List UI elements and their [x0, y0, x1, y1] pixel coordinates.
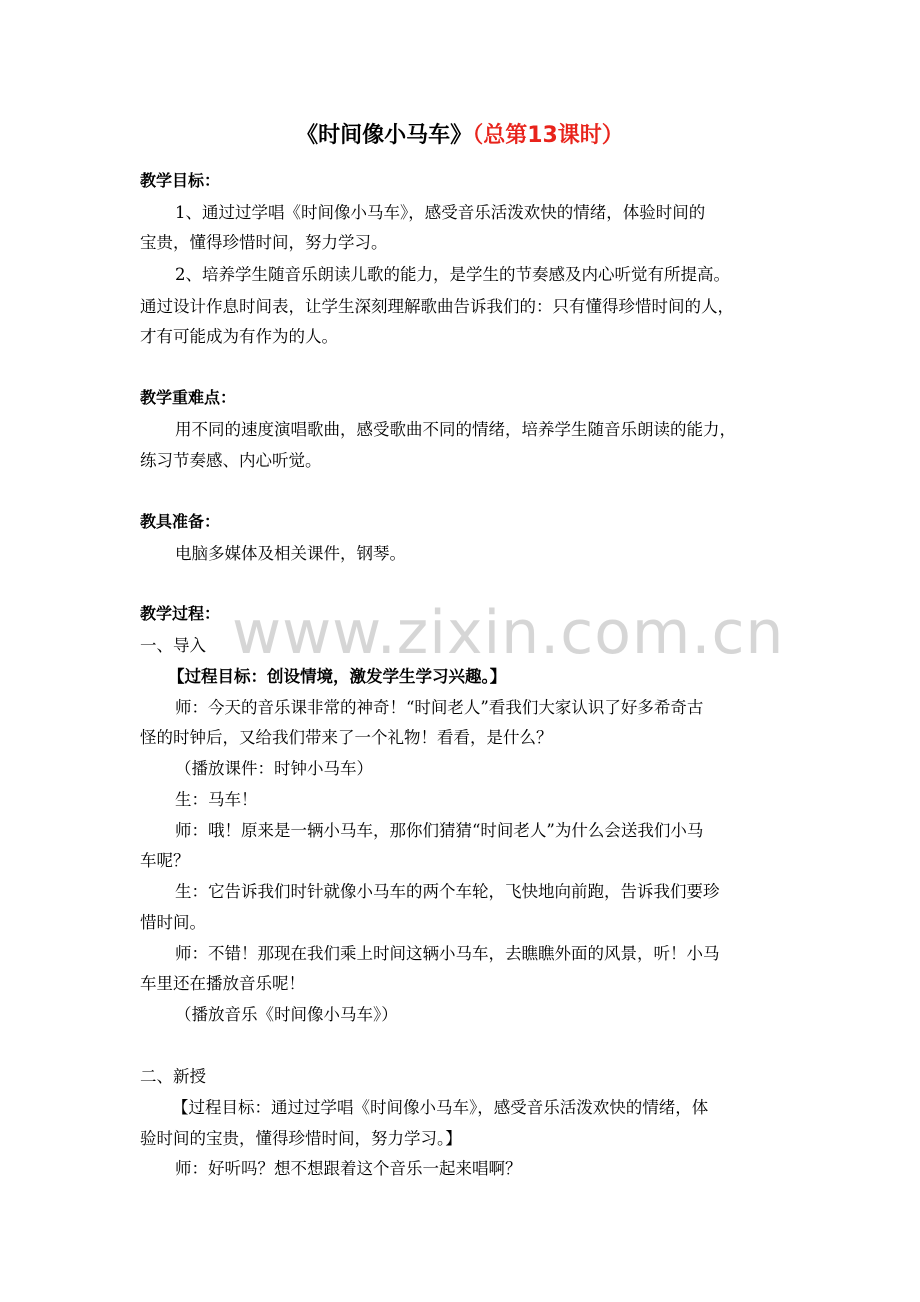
dialogue-line: 师：今天的音乐课非常的神奇！“时间老人”看我们大家认识了好多希奇古	[175, 698, 704, 717]
keypoints-line: 用不同的速度演唱歌曲，感受歌曲不同的情绪，培养学生随音乐朗读的能力，	[175, 420, 736, 439]
dialogue-line: 生：它告诉我们时针就像小马车的两个车轮，飞快地向前跑，告诉我们要珍	[175, 882, 720, 901]
goals-line: 才有可能成为有作为的人。	[140, 327, 338, 346]
dialogue-line: 车呢？	[140, 851, 190, 870]
dialogue-line: 惜时间。	[140, 913, 206, 932]
dialogue-line: （播放音乐《时间像小马车》）	[175, 1005, 398, 1024]
tools-line: 电脑多媒体及相关课件，钢琴。	[175, 544, 406, 563]
part1-goal: 【过程目标：创设情境，激发学生学习兴趣。】	[168, 667, 507, 686]
dialogue-line: （播放课件：时钟小马车）	[175, 759, 373, 778]
dialogue-line: 怪的时钟后，又给我们带来了一个礼物！看看，是什么？	[140, 728, 553, 747]
keypoints-line: 练习节奏感、内心听觉。	[140, 451, 322, 470]
process-heading: 教学过程：	[140, 604, 221, 623]
part2-goal-cont: 验时间的宝贵，懂得珍惜时间，努力学习。】	[140, 1129, 462, 1148]
goals-line: 2、培养学生随音乐朗读儿歌的能力，是学生的节奏感及内心听觉有所提高。	[175, 265, 730, 284]
title-lesson-number: （总第13课时）	[472, 123, 624, 148]
goals-line: 1、通过过学唱《时间像小马车》，感受音乐活泼欢快的情绪，体验时间的	[175, 203, 706, 222]
dialogue-line: 车里还在播放音乐呢！	[140, 974, 305, 993]
title-main: 《时间像小马车》	[296, 123, 473, 148]
part2-title: 二、新授	[140, 1067, 206, 1086]
document-title	[0, 118, 920, 149]
dialogue-line: 师：好听吗？想不想跟着这个音乐一起来唱啊？	[175, 1159, 522, 1178]
dialogue-line: 师：不错！那现在我们乘上时间这辆小马车，去瞧瞧外面的风景，听！小马	[175, 944, 720, 963]
goals-line: 通过设计作息时间表，让学生深刻理解歌曲告诉我们的：只有懂得珍惜时间的人，	[140, 297, 734, 316]
goals-heading: 教学目标：	[140, 171, 221, 190]
part1-title: 一、导入	[140, 636, 206, 655]
keypoints-heading: 教学重难点：	[140, 388, 237, 407]
tools-heading: 教具准备：	[140, 512, 221, 531]
goals-line: 宝贵，懂得珍惜时间，努力学习。	[140, 233, 388, 252]
dialogue-line: 生：马车！	[175, 790, 258, 809]
part2-goal: 【过程目标：通过过学唱《时间像小马车》，感受音乐活泼欢快的情绪，体	[172, 1098, 709, 1117]
dialogue-line: 师：哦！原来是一辆小马车，那你们猜猜“时间老人”为什么会送我们小马	[175, 821, 704, 840]
watermark: www.zixin.com.cn	[232, 598, 785, 668]
